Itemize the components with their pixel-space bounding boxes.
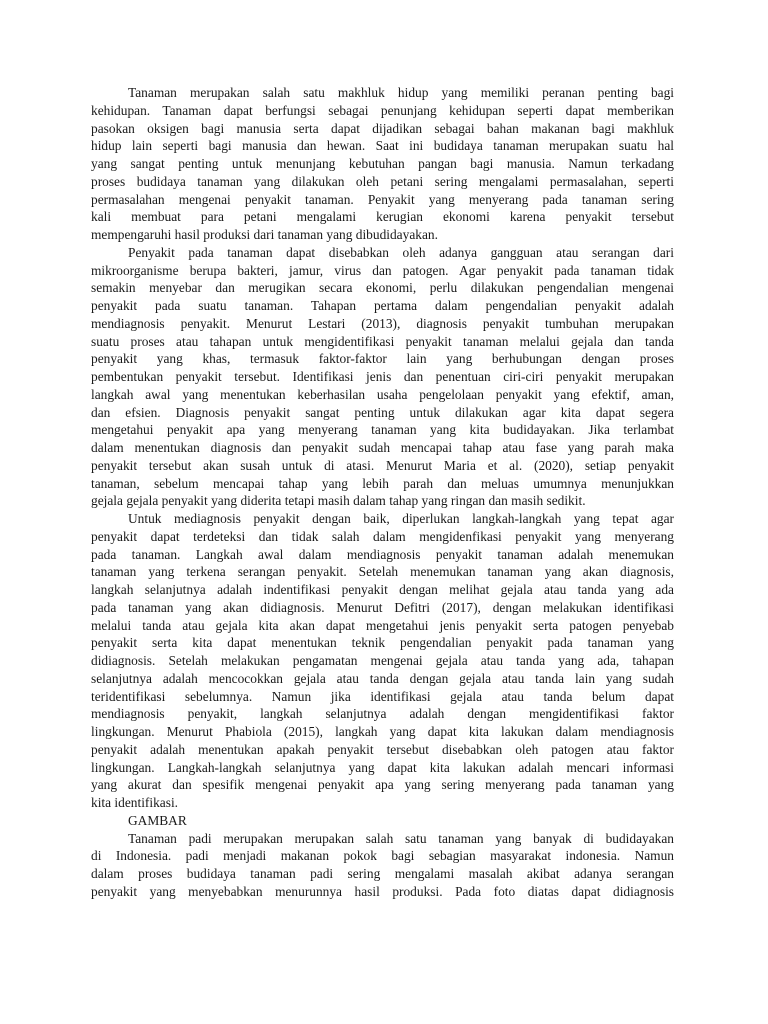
text-line: pembentukan penyakit tersebut. Identifikasi jenis dan penentuan ciri-ciri penyakit merupakan bbox=[91, 369, 674, 384]
text-line: melalui tanda atau gejala kita akan dapat mengetahui jenis penyakit serta patogen penyebab bbox=[91, 617, 674, 633]
text-line: mendiagnosis penyakit, langkah selanjutnya adalah dengan mengidentifikasi faktor bbox=[91, 706, 674, 722]
text-line: yang sangat penting untuk menunjang kebutuhan pangan bagi manusia. Namun terkadang bbox=[91, 156, 674, 171]
text-line: Untuk mediagnosis penyakit dengan baik, diperlukan langkah-langkah yang tepat agar bbox=[128, 511, 674, 526]
text-line: kehidupan. Tanaman dapat berfungsi sebagai penunjang kehidupan seperti dapat memberikan bbox=[91, 102, 674, 118]
text-line: kali membuat para petani mengalami kerugian ekonomi karena penyakit tersebut bbox=[91, 209, 674, 225]
text-line: mengetahui penyakit apa yang menyerang tanaman yang kita budidayakan. Jika terlambat bbox=[91, 422, 674, 438]
text-line: penyakit yang menyebabkan menurunnya hasil produksi. Pada foto diatas dapat didiagnosis bbox=[91, 883, 674, 899]
text-line: teridentifikasi sebelumnya. Namun jika identifikasi gejala atau tanda belum dapat bbox=[91, 688, 674, 704]
text-line: kita identifikasi. bbox=[91, 795, 179, 810]
text-line: langkah awal yang menentukan keberhasilan usaha pengelolaan penyakit yang efektif, aman, bbox=[91, 386, 674, 402]
text-line: tanaman yang terkena serangan penyakit. Setelah menemukan tanaman yang akan diagnosis, bbox=[91, 564, 674, 580]
text-line: mempengaruhi hasil produksi dari tanaman yang dibudidayakan. bbox=[91, 227, 438, 242]
text-line: lingkungan. Menurut Phabiola (2015), langkah yang dapat kita lakukan dalam mendiagnosis bbox=[91, 724, 674, 739]
paragraph-4 bbox=[91, 830, 674, 901]
text-line: langkah selanjutnya adalah indentifikasi penyakit dengan melihat gejala atau tanda yang ada bbox=[91, 582, 674, 597]
text-line: dalam menentukan diagnosis dan penyakit sudah mencapai tahap atau fase yang parah maka bbox=[91, 440, 674, 455]
text-line: Tanaman padi merupakan merupakan salah satu tanaman yang banyak di budidayakan bbox=[128, 830, 674, 846]
text-line: mikroorganisme berupa bakteri, jamur, virus dan patogen. Agar penyakit pada tanaman tidak bbox=[91, 262, 674, 278]
section-heading: GAMBAR bbox=[128, 812, 187, 828]
text-line: yang akurat dan spesifik mengenai penyakit apa yang sering menyerang pada tanaman yang bbox=[91, 777, 674, 793]
text-line: dan efsien. Diagnosis penyakit sangat penting untuk dilakukan agar kita dapat segera bbox=[91, 404, 674, 420]
text-line: proses budidaya tanaman yang dilakukan oleh petani sering mengalami permasalahan, seperti bbox=[91, 173, 674, 189]
text-line: mendiagnosis penyakit. Menurut Lestari (2013), diagnosis penyakit tumbuhan merupakan bbox=[91, 315, 674, 331]
text-line: semakin menyebar dan merugikan secara ekonomi, perlu dilakukan pengendalian mengenai bbox=[91, 280, 674, 296]
text-line: penyakit pada suatu tanaman. Tahapan pertama dalam pengendalian penyakit adalah bbox=[91, 298, 674, 313]
text-line: di Indonesia. padi menjadi makanan pokok bagi sebagian masyarakat indonesia. Namun bbox=[91, 848, 674, 864]
text-line: hidup lain seperti bagi manusia dan hewan. Saat ini budidaya tanaman merupakan suatu hal bbox=[91, 138, 674, 154]
text-line: lingkungan. Langkah-langkah selanjutnya yang dapat kita lakukan adalah mencari informasi bbox=[91, 759, 674, 775]
text-line: Tanaman merupakan salah satu makhluk hidup yang memiliki peranan penting bagi bbox=[128, 85, 674, 100]
text-line: Penyakit pada tanaman dapat disebabkan oleh adanya gangguan atau serangan dari bbox=[128, 244, 674, 260]
text-line: pada tanaman yang akan didiagnosis. Menurut Defitri (2017), dengan melakukan identifikasi bbox=[91, 599, 674, 615]
text-line: suatu proses atau tahapan untuk mengidentifikasi penyakit tanaman melalui gejala dan tanda bbox=[91, 333, 674, 349]
text-line: penyakit adalah menentukan apakah penyakit tersebut disebabkan oleh patogen atau faktor bbox=[91, 741, 674, 757]
text-line: penyakit yang khas, termasuk faktor-faktor lain yang berhubungan dengan proses bbox=[91, 351, 674, 367]
text-line: penyakit serta kita dapat menentukan teknik pengendalian penyakit pada tanaman yang bbox=[91, 635, 674, 651]
document-page bbox=[91, 84, 674, 901]
text-line: penyakit tersebut akan susah untuk di atasi. Menurut Maria et al. (2020), setiap penyakit bbox=[91, 457, 674, 473]
paragraph-2 bbox=[91, 244, 674, 510]
text-line: pada tanaman. Langkah awal dalam mendiagnosis penyakit tanaman adalah menemukan bbox=[91, 546, 674, 562]
paragraph-1 bbox=[91, 84, 674, 244]
text-line: gejala gejala penyakit yang diderita tetapi masih dalam tahap yang ringan dan masih sedikit. bbox=[91, 493, 586, 509]
paragraph-3 bbox=[91, 510, 674, 812]
text-line: dalam proses budidaya tanaman padi sering mengalami masalah akibat adanya serangan bbox=[91, 866, 674, 881]
text-line: permasalahan mengenai penyakit tanaman. Penyakit yang menyerang pada tanaman sering bbox=[91, 191, 674, 207]
text-line: penyakit dapat terdeteksi dan tidak salah dalam mengidenfikasi penyakit yang menyerang bbox=[91, 528, 674, 544]
text-line: tanaman, sebelum mencapai tahap yang lebih parah dan meluas umumnya menunjukkan bbox=[91, 475, 674, 491]
text-line: didiagnosis. Setelah melakukan pengamatan mengenai gejala atau tanda yang ada, tahapan bbox=[91, 653, 674, 668]
text-line: selanjutnya adalah mencocokkan gejala atau tanda dengan gejala atau tanda lain yang sudah bbox=[91, 670, 674, 686]
text-line: pasokan oksigen bagi manusia serta dapat dijadikan sebagai bahan makanan bagi makhluk bbox=[91, 120, 674, 136]
